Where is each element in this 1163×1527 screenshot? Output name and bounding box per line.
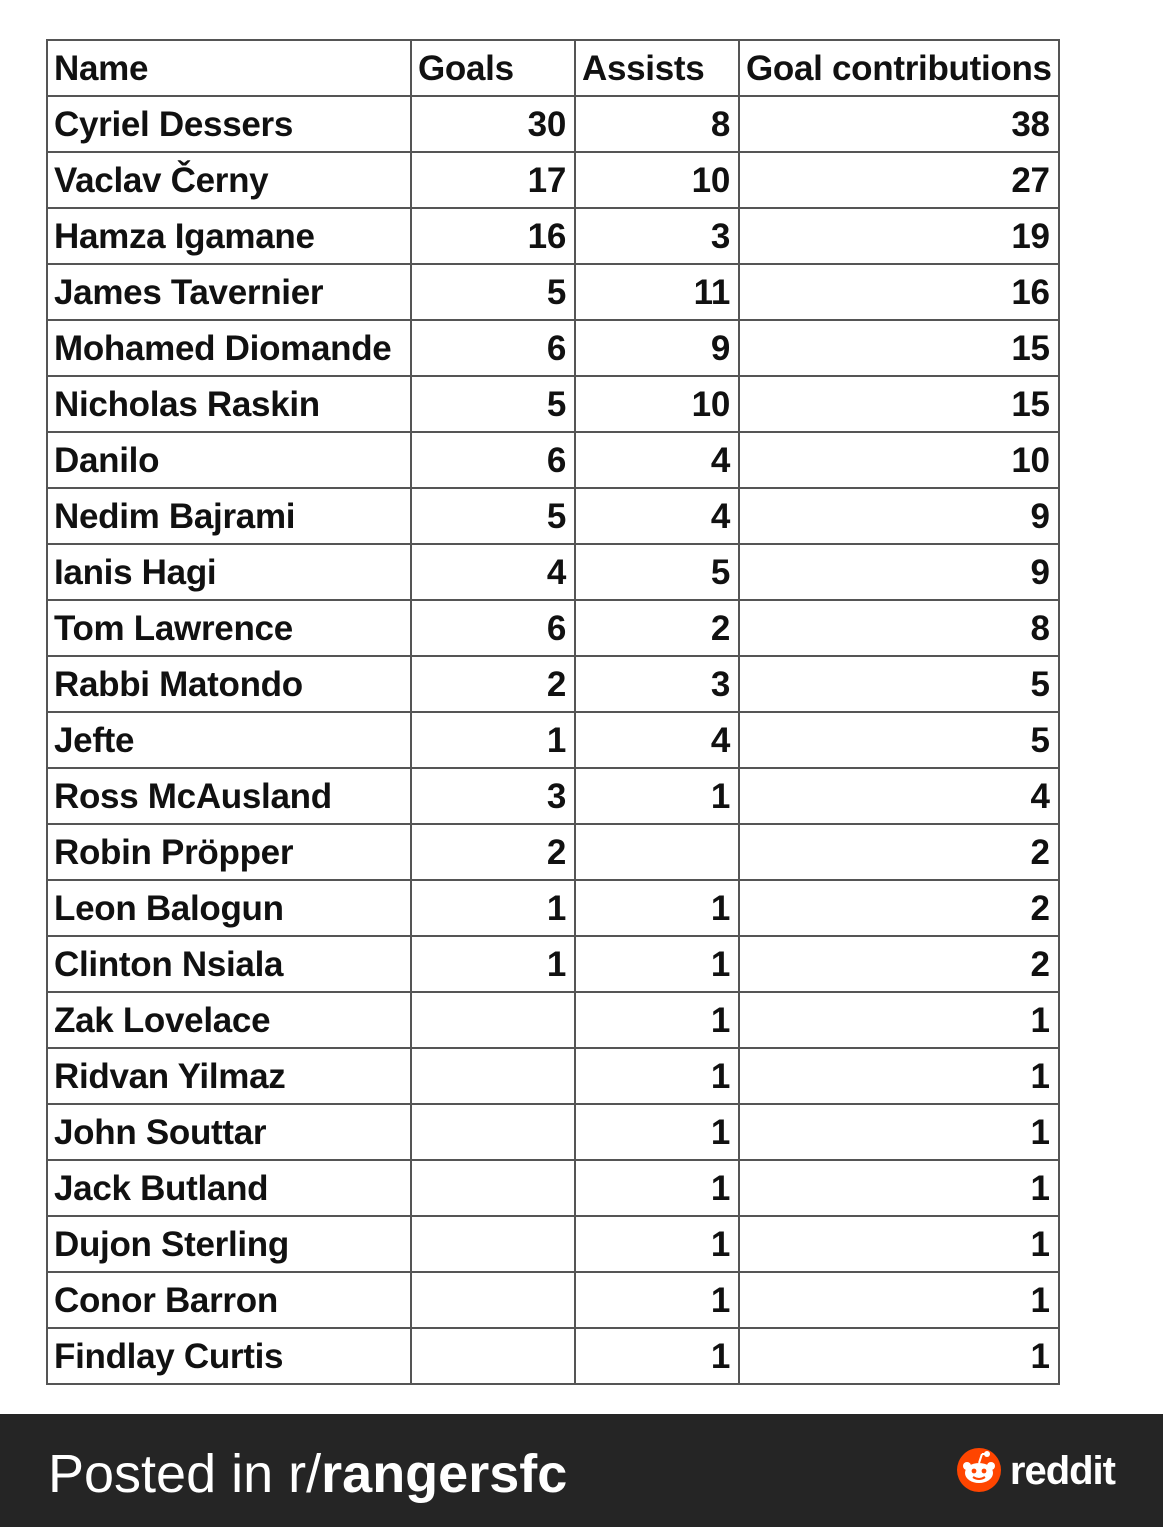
table-row (47, 544, 1059, 600)
cell-name: James Tavernier (47, 264, 411, 320)
cell-goals: 6 (411, 600, 575, 656)
cell-assists: 3 (575, 656, 739, 712)
cell-assists: 1 (575, 992, 739, 1048)
cell-goals (411, 1160, 575, 1216)
cell-name: Tom Lawrence (47, 600, 411, 656)
table-row (47, 936, 1059, 992)
cell-goals: 30 (411, 96, 575, 152)
cell-goals (411, 1048, 575, 1104)
cell-goals (411, 1272, 575, 1328)
cell-assists: 10 (575, 376, 739, 432)
cell-assists: 1 (575, 936, 739, 992)
table-row (47, 264, 1059, 320)
table-row (47, 96, 1059, 152)
cell-goal-contributions: 27 (739, 152, 1059, 208)
cell-goal-contributions: 38 (739, 96, 1059, 152)
reddit-snoo-icon (956, 1446, 1002, 1497)
cell-assists: 8 (575, 96, 739, 152)
cell-name: Jefte (47, 712, 411, 768)
cell-name: Jack Butland (47, 1160, 411, 1216)
cell-goals: 2 (411, 656, 575, 712)
cell-goal-contributions: 16 (739, 264, 1059, 320)
cell-assists: 4 (575, 432, 739, 488)
cell-goal-contributions: 15 (739, 320, 1059, 376)
subreddit-link[interactable]: rangersfc (321, 1444, 568, 1504)
cell-name: Robin Pröpper (47, 824, 411, 880)
reddit-wordmark: reddit (1009, 1449, 1115, 1493)
cell-name: Danilo (47, 432, 411, 488)
cell-goals: 5 (411, 488, 575, 544)
cell-name: Ross McAusland (47, 768, 411, 824)
cell-goal-contributions: 9 (739, 544, 1059, 600)
cell-goal-contributions: 8 (739, 600, 1059, 656)
cell-name: Nicholas Raskin (47, 376, 411, 432)
table-row (47, 1048, 1059, 1104)
cell-assists: 1 (575, 1328, 739, 1384)
cell-goals: 1 (411, 936, 575, 992)
cell-name: Cyriel Dessers (47, 96, 411, 152)
cell-goal-contributions: 1 (739, 992, 1059, 1048)
cell-assists: 10 (575, 152, 739, 208)
cell-assists: 4 (575, 488, 739, 544)
cell-goals: 6 (411, 320, 575, 376)
cell-goal-contributions: 9 (739, 488, 1059, 544)
cell-goals: 4 (411, 544, 575, 600)
cell-assists: 1 (575, 1216, 739, 1272)
table-row (47, 656, 1059, 712)
table-row (47, 488, 1059, 544)
cell-goals: 17 (411, 152, 575, 208)
cell-goal-contributions: 4 (739, 768, 1059, 824)
cell-name: Zak Lovelace (47, 992, 411, 1048)
table-row (47, 1272, 1059, 1328)
cell-assists: 2 (575, 600, 739, 656)
table-row (47, 376, 1059, 432)
header-name: Name (47, 40, 411, 96)
cell-goal-contributions: 1 (739, 1272, 1059, 1328)
cell-name: Hamza Igamane (47, 208, 411, 264)
table-row (47, 432, 1059, 488)
cell-assists: 9 (575, 320, 739, 376)
cell-name: Findlay Curtis (47, 1328, 411, 1384)
cell-goal-contributions: 1 (739, 1328, 1059, 1384)
table-row (47, 600, 1059, 656)
reddit-brand (956, 1446, 1115, 1497)
cell-goal-contributions: 15 (739, 376, 1059, 432)
cell-name: Vaclav Černy (47, 152, 411, 208)
cell-assists: 3 (575, 208, 739, 264)
table-row (47, 1104, 1059, 1160)
cell-assists: 5 (575, 544, 739, 600)
cell-goal-contributions: 2 (739, 936, 1059, 992)
cell-assists: 1 (575, 1160, 739, 1216)
cell-goals: 5 (411, 376, 575, 432)
cell-name: Conor Barron (47, 1272, 411, 1328)
cell-goal-contributions: 5 (739, 712, 1059, 768)
table-row (47, 712, 1059, 768)
cell-goal-contributions: 10 (739, 432, 1059, 488)
cell-assists: 11 (575, 264, 739, 320)
posted-in-caption (48, 1442, 567, 1506)
cell-goals: 1 (411, 880, 575, 936)
cell-name: Nedim Bajrami (47, 488, 411, 544)
cell-assists: 1 (575, 1104, 739, 1160)
posted-prefix: Posted in r/ (48, 1444, 322, 1504)
cell-name: Ianis Hagi (47, 544, 411, 600)
cell-name: Rabbi Matondo (47, 656, 411, 712)
cell-goal-contributions: 2 (739, 824, 1059, 880)
cell-name: Dujon Sterling (47, 1216, 411, 1272)
table-row (47, 1328, 1059, 1384)
reddit-footer (0, 1414, 1163, 1527)
cell-name: Mohamed Diomande (47, 320, 411, 376)
header-assists: Assists (575, 40, 739, 96)
cell-goals (411, 992, 575, 1048)
table-row (47, 208, 1059, 264)
header-goal-contributions: Goal contributions (739, 40, 1059, 96)
stats-table (46, 39, 1060, 1385)
table-row (47, 1160, 1059, 1216)
table-row (47, 992, 1059, 1048)
cell-name: Ridvan Yilmaz (47, 1048, 411, 1104)
cell-goals: 1 (411, 712, 575, 768)
cell-assists: 1 (575, 768, 739, 824)
cell-goal-contributions: 5 (739, 656, 1059, 712)
cell-goals: 5 (411, 264, 575, 320)
cell-goals: 6 (411, 432, 575, 488)
cell-goals: 3 (411, 768, 575, 824)
cell-goals (411, 1216, 575, 1272)
table-row (47, 824, 1059, 880)
cell-assists (575, 824, 739, 880)
cell-name: Clinton Nsiala (47, 936, 411, 992)
header-goals: Goals (411, 40, 575, 96)
cell-assists: 1 (575, 880, 739, 936)
cell-goal-contributions: 1 (739, 1048, 1059, 1104)
cell-goals: 2 (411, 824, 575, 880)
table-row (47, 1216, 1059, 1272)
table-row (47, 152, 1059, 208)
cell-assists: 4 (575, 712, 739, 768)
cell-goal-contributions: 1 (739, 1104, 1059, 1160)
table-row (47, 768, 1059, 824)
cell-name: Leon Balogun (47, 880, 411, 936)
table-row (47, 320, 1059, 376)
table-row (47, 880, 1059, 936)
header-row (47, 40, 1059, 96)
cell-goal-contributions: 1 (739, 1160, 1059, 1216)
cell-goal-contributions: 1 (739, 1216, 1059, 1272)
cell-goal-contributions: 19 (739, 208, 1059, 264)
cell-assists: 1 (575, 1272, 739, 1328)
cell-goal-contributions: 2 (739, 880, 1059, 936)
cell-name: John Souttar (47, 1104, 411, 1160)
cell-goals (411, 1104, 575, 1160)
cell-goals: 16 (411, 208, 575, 264)
cell-assists: 1 (575, 1048, 739, 1104)
table-body (47, 96, 1059, 1384)
cell-goals (411, 1328, 575, 1384)
